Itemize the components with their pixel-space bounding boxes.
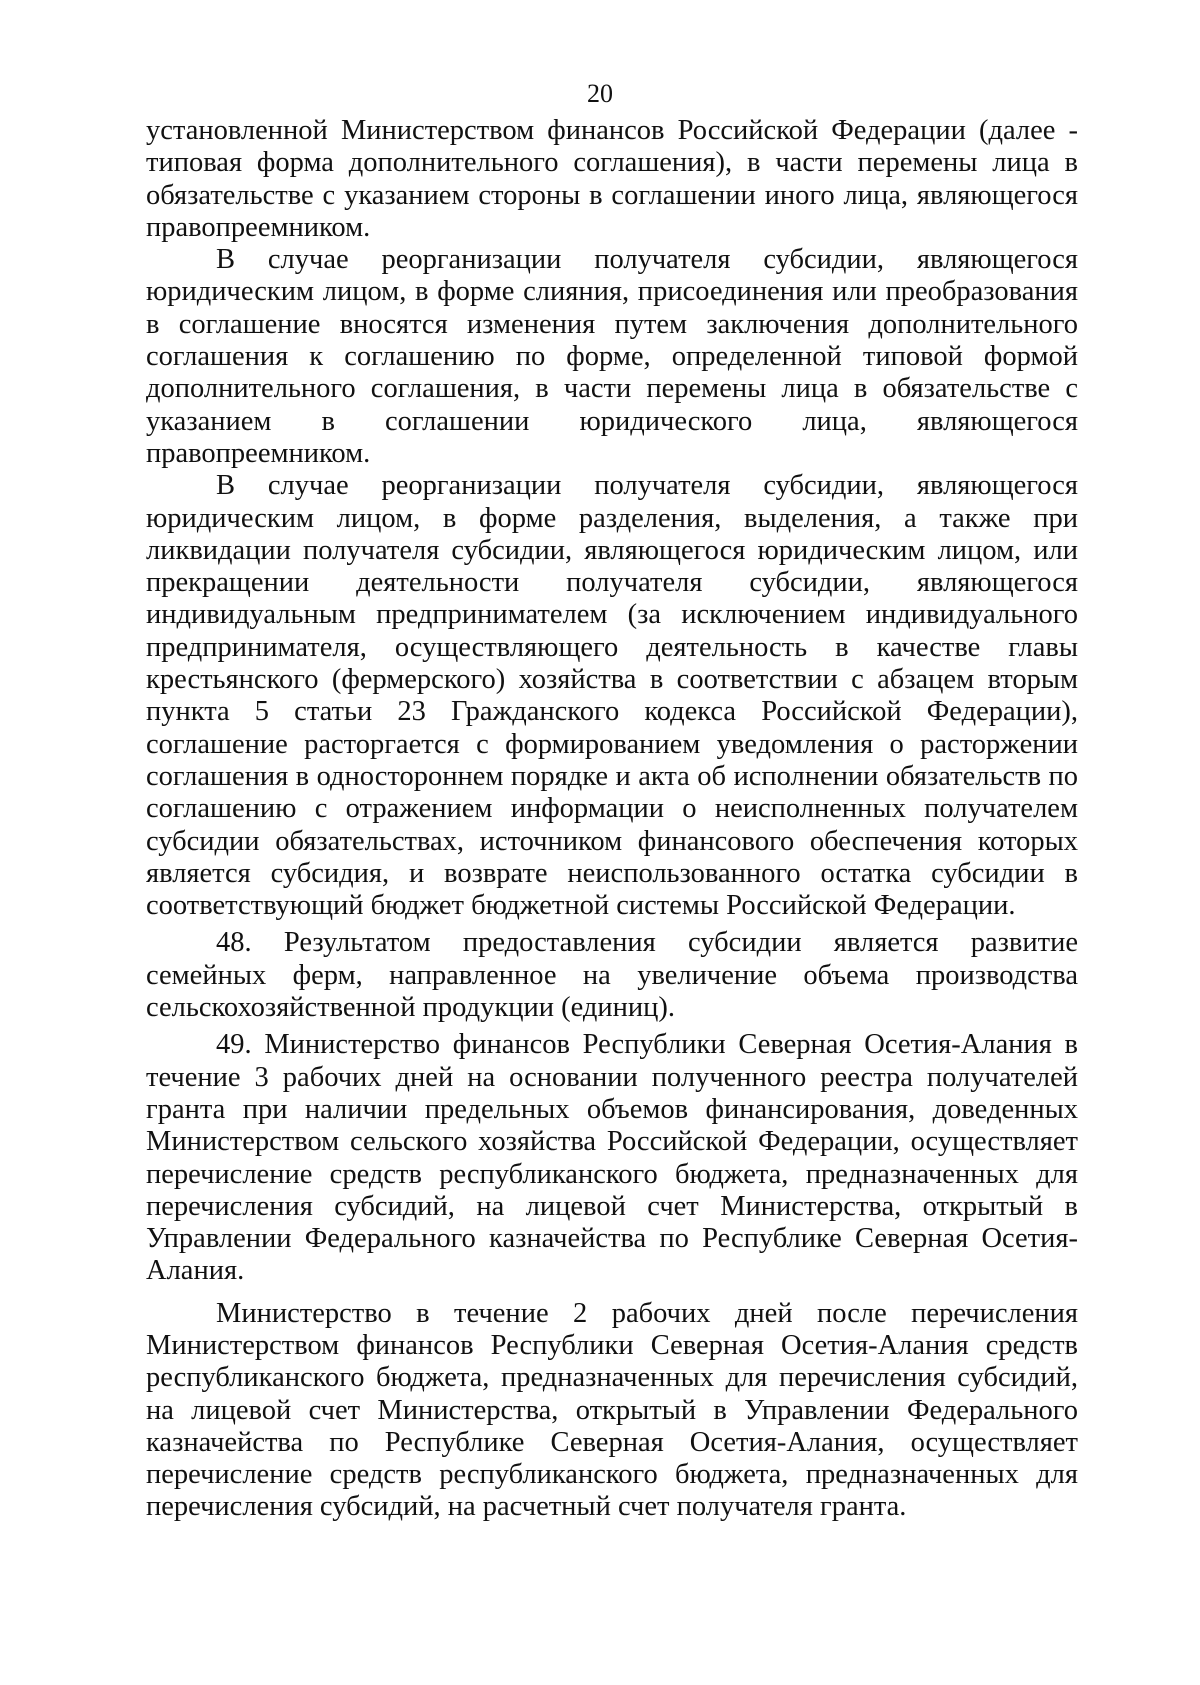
paragraph-reorganization-division: В случае реорганизации получателя субсидии, являющегося юридическим лицом, в форме разделения, выделения, а также при ликвидации получателя субсидии, являющегося юридическим лицом, или прекращении деятельности получателя субсидии, являющегося индивидуальным предпринимателем (за исключением индивидуального предпринимателя, осуществляющего деятельность в качестве главы крестьянского (фермерского) хозяйства в соответствии с абзацем вторым пункта 5 статьи 23 Гражданского кодекса Российской Федерации), соглашение расторгается с формированием уведомления о расторжении соглашения в одностороннем порядке и акта об исполнении обязательств по соглашению с отражением информации о неисполненных получателем субсидии обязательствах, источником финансового обеспечения которых является субсидия, и возврате неиспользованного остатка субсидии в соответствующий бюджет бюджетной системы Российской Федерации. bbox=[146, 470, 1078, 922]
document-body bbox=[146, 115, 1078, 1524]
paragraph-reorganization-merger: В случае реорганизации получателя субсидии, являющегося юридическим лицом, в форме слияния, присоединения или преобразования в соглашение вносятся изменения путем заключения дополнительного соглашения к соглашению по форме, определенной типовой формой дополнительного соглашения, в части перемены лица в обязательстве с указанием в соглашении юридического лица, являющегося правопреемником. bbox=[146, 244, 1078, 469]
paragraph-item-48: 48. Результатом предоставления субсидии является развитие семейных ферм, направленное на увеличение объема производства сельскохозяйственной продукции (единиц). bbox=[146, 927, 1078, 1024]
paragraph-ministry-transfer: Министерство в течение 2 рабочих дней после перечисления Министерством финансов Республики Северная Осетия-Алания средств республиканского бюджета, предназначенных для перечисления субсидий, на лицевой счет Министерства, открытый в Управлении Федерального казначейства по Республике Северная Осетия-Алания, осуществляет перечисление средств республиканского бюджета, предназначенных для перечисления субсидий, на расчетный счет получателя гранта. bbox=[146, 1297, 1078, 1523]
page-number: 20 bbox=[587, 79, 613, 108]
paragraph-item-49: 49. Министерство финансов Республики Северная Осетия-Алания в течение 3 рабочих дней на основании полученного реестра получателей гранта при наличии предельных объемов финансирования, доведенных Министерством сельского хозяйства Российской Федерации, осуществляет перечисление средств республиканского бюджета, предназначенных для перечисления субсидий, на лицевой счет Министерства, открытый в Управлении Федерального казначейства по Республике Северная Осетия-Алания. bbox=[146, 1029, 1078, 1287]
paragraph-continuation: установленной Министерством финансов Российской Федерации (далее - типовая форма дополнительного соглашения), в части перемены лица в обязательстве с указанием стороны в соглашении иного лица, являющегося правопреемником. bbox=[146, 115, 1078, 243]
